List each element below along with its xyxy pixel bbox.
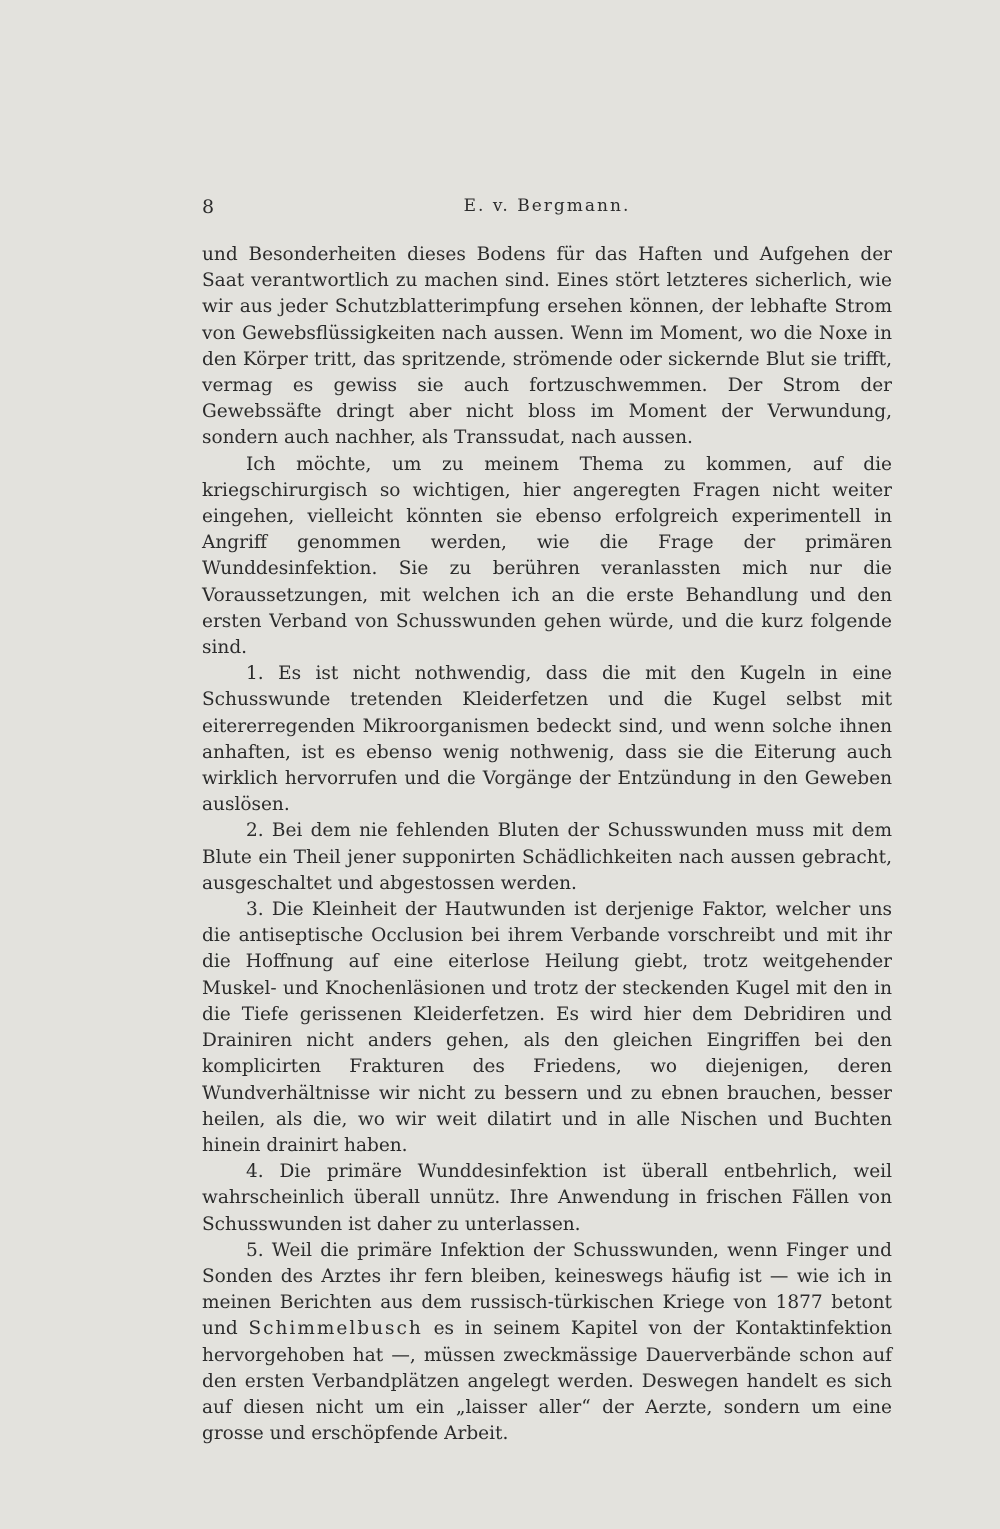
numbered-point-3: 3. Die Kleinheit der Hautwunden ist derjenige Faktor, welcher uns die antiseptische Occlusion bei ihrem Verbande vorschreibt und mit ihr die Hoffnung auf eine eiterlose Heilung giebt, trotz weitgehender Muskel- und Knochenläsionen und trotz der steckenden Kugel mit den in die Tiefe gerissenen Kleiderfetzen. Es wird hier dem Debridiren und Drainiren nicht anders gehen, als den gleichen Eingriffen bei den komplicirten Frakturen des Friedens, wo diejenigen, deren Wundverhältnisse wir nicht zu bessern und zu ebnen brauchen, besser heilen, als die, wo wir weit dilatirt und in alle Nischen und Buchten hinein drainirt haben. [202,899,892,1156]
numbered-point-2: 2. Bei dem nie fehlenden Bluten der Schusswunden muss mit dem Blute ein Theil jener supponirten Schädlichkeiten nach aussen gebracht, ausgeschaltet und abgestossen werden. [202,820,892,894]
point-5-text-before: 5. Weil die primäre Infektion der Schusswunden, wenn Finger und Sonden des Arztes ihr fern bleiben, keineswegs häufig ist — wie ich in meinen Berichten aus dem russisch-türkischen Kriege von 1877 betont und [202,1239,892,1340]
page-header [202,196,892,224]
numbered-point-1: 1. Es ist nicht nothwendig, dass die mit den Kugeln in eine Schusswunde tretenden Kleiderfetzen und die Kugel selbst mit eitererregenden Mikroorganismen bedeckt sind, und wenn solche ihnen anhaften, ist es ebenso wenig nothwenig, dass sie die Eiterung auch wirklich hervorrufen und die Vorgänge der Entzündung in den Geweben auslösen. [202,663,892,816]
body-text [202,242,892,1447]
paragraph-intro: Ich möchte, um zu meinem Thema zu kommen, auf die kriegschirurgisch so wichtigen, hier angeregten Fragen nicht weiter eingehen, vielleicht könnten sie ebenso erfolgreich experimentell in Angriff genommen werden, wie die Frage der primären Wunddesinfektion. Sie zu berühren veranlassten mich nur die Voraussetzungen, mit welchen ich an die erste Behandlung und den ersten Verband von Schusswunden gehen würde, und die kurz folgende sind. [202,453,892,659]
author-name-schimmelbusch: Schimmelbusch [248,1318,423,1340]
numbered-point-4: 4. Die primäre Wunddesinfektion ist überall entbehrlich, weil wahrscheinlich überall unnütz. Ihre Anwendung in frischen Fällen von Schusswunden ist daher zu unterlassen. [202,1161,892,1235]
page-number: 8 [202,196,215,218]
point-5-text-after: es in seinem Kapitel von der Kontaktinfektion hervorgehoben hat —, müssen zweckmässige Dauerverbände schon auf den ersten Verbandplätzen angelegt werden. Deswegen handelt es sich auf diesen nicht um ein „laisser aller“ der Aerzte, sondern um eine grosse und erschöpfende Arbeit. [202,1318,892,1445]
paragraph-continued: und Besonderheiten dieses Bodens für das Haften und Aufgehen der Saat verantwortlich zu machen sind. Eines stört letzteres sicherlich, wie wir aus jeder Schutzblatterimpfung ersehen können, der lebhafte Strom von Gewebsflüssigkeiten nach aussen. Wenn im Moment, wo die Noxe in den Körper tritt, das spritzende, strömende oder sickernde Blut sie trifft, vermag es gewiss sie auch fortzuschwemmen. Der Strom der Gewebssäfte dringt aber nicht bloss im Moment der Verwundung, sondern auch nachher, als Transsudat, nach aussen. [202,244,892,449]
running-head: E. v. Bergmann. [463,196,631,216]
numbered-point-5 [202,1238,892,1448]
